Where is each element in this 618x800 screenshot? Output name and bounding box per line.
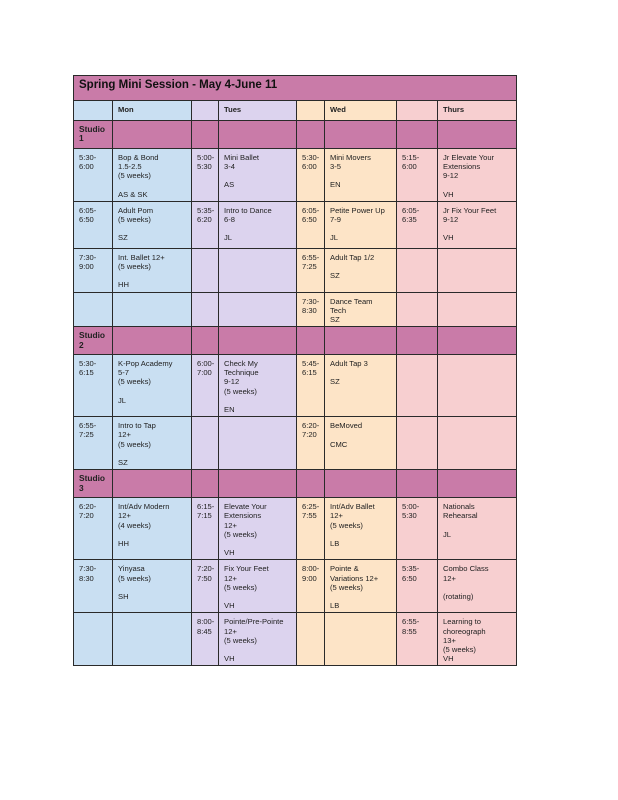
time-cell-mon: 5:30- 6:00	[74, 148, 113, 201]
studio-band-cell	[325, 121, 397, 149]
class-cell-tue: Mini Ballet 3-4 AS	[219, 148, 297, 201]
studio-band-cell	[297, 121, 325, 149]
class-cell-mon: Bop & Bond 1.5-2.5 (5 weeks) AS & SK	[113, 148, 192, 201]
time-cell-wed: 6:05- 6:50	[297, 201, 325, 248]
class-cell-tue	[219, 417, 297, 470]
title-row	[74, 76, 517, 101]
class-cell-thu	[438, 417, 517, 470]
header-time-tue	[192, 101, 219, 121]
studio-band-cell	[113, 327, 192, 355]
day-header-row	[74, 101, 517, 121]
header-tue: Tues	[219, 101, 297, 121]
class-cell-wed: Adult Tap 1/2 SZ	[325, 248, 397, 292]
time-cell-tue: 7:20- 7:50	[192, 560, 219, 613]
class-cell-tue: Intro to Dance 6-8 JL	[219, 201, 297, 248]
class-cell-tue	[219, 248, 297, 292]
class-cell-wed: BeMoved CMC	[325, 417, 397, 470]
time-cell-thu	[397, 417, 438, 470]
time-cell-wed: 7:30- 8:30	[297, 292, 325, 327]
time-cell-mon: 6:05- 6:50	[74, 201, 113, 248]
time-cell-thu	[397, 248, 438, 292]
time-cell-thu: 5:00- 5:30	[397, 498, 438, 560]
time-cell-thu	[397, 355, 438, 417]
studio-band-cell	[438, 327, 517, 355]
studio-band-cell	[438, 121, 517, 149]
class-cell-mon: Int. Ballet 12+ (5 weeks) HH	[113, 248, 192, 292]
class-cell-mon: Intro to Tap 12+ (5 weeks) SZ	[113, 417, 192, 470]
studio-band-cell	[219, 327, 297, 355]
header-time-mon	[74, 101, 113, 121]
class-cell-thu: Combo Class 12+ (rotating)	[438, 560, 517, 613]
studio-band-cell	[325, 470, 397, 498]
studio-band-cell	[219, 470, 297, 498]
class-cell-thu	[438, 355, 517, 417]
class-row	[74, 148, 517, 201]
studio-band-cell	[192, 327, 219, 355]
time-cell-tue: 5:35- 6:20	[192, 201, 219, 248]
time-cell-thu: 5:35- 6:50	[397, 560, 438, 613]
class-cell-mon: Int/Adv Modern 12+ (4 weeks) HH	[113, 498, 192, 560]
class-cell-thu: Nationals Rehearsal JL	[438, 498, 517, 560]
time-cell-thu: 6:05- 6:35	[397, 201, 438, 248]
time-cell-wed	[297, 613, 325, 666]
class-cell-tue: Fix Your Feet 12+ (5 weeks) VH	[219, 560, 297, 613]
time-cell-mon: 7:30- 8:30	[74, 560, 113, 613]
time-cell-wed: 5:30- 6:00	[297, 148, 325, 201]
class-row	[74, 355, 517, 417]
studio-band-row	[74, 327, 517, 355]
class-cell-wed: Adult Tap 3 SZ	[325, 355, 397, 417]
class-row	[74, 498, 517, 560]
class-cell-thu: Jr Elevate Your Extensions 9-12 VH	[438, 148, 517, 201]
class-cell-thu	[438, 248, 517, 292]
class-cell-tue	[219, 292, 297, 327]
header-time-wed	[297, 101, 325, 121]
class-row	[74, 248, 517, 292]
time-cell-thu	[397, 292, 438, 327]
time-cell-mon: 5:30- 6:15	[74, 355, 113, 417]
studio-band-cell	[192, 121, 219, 149]
class-cell-wed: Int/Adv Ballet 12+ (5 weeks) LB	[325, 498, 397, 560]
class-row	[74, 292, 517, 327]
class-cell-wed: Pointe & Variations 12+ (5 weeks) LB	[325, 560, 397, 613]
class-cell-tue: Pointe/Pre-Pointe 12+ (5 weeks) VH	[219, 613, 297, 666]
class-cell-mon: Yinyasa (5 weeks) SH	[113, 560, 192, 613]
studio-band-cell	[397, 470, 438, 498]
class-cell-wed: Mini Movers 3-5 EN	[325, 148, 397, 201]
time-cell-wed: 5:45- 6:15	[297, 355, 325, 417]
time-cell-tue	[192, 417, 219, 470]
class-row	[74, 560, 517, 613]
studio-band-cell	[438, 470, 517, 498]
class-cell-tue: Check My Technique 9-12 (5 weeks) EN	[219, 355, 297, 417]
class-cell-thu: Jr Fix Your Feet 9-12 VH	[438, 201, 517, 248]
time-cell-wed: 6:20- 7:20	[297, 417, 325, 470]
time-cell-mon: 6:55- 7:25	[74, 417, 113, 470]
studio-label: Studio 2	[74, 327, 113, 355]
class-cell-wed	[325, 613, 397, 666]
time-cell-tue: 6:15- 7:15	[192, 498, 219, 560]
class-row	[74, 417, 517, 470]
studio-band-cell	[297, 470, 325, 498]
studio-band-cell	[397, 121, 438, 149]
time-cell-wed: 6:55- 7:25	[297, 248, 325, 292]
time-cell-mon	[74, 292, 113, 327]
header-mon: Mon	[113, 101, 192, 121]
class-cell-mon	[113, 292, 192, 327]
time-cell-tue: 8:00- 8:45	[192, 613, 219, 666]
studio-band-cell	[219, 121, 297, 149]
time-cell-tue	[192, 292, 219, 327]
studio-label: Studio 3	[74, 470, 113, 498]
header-wed: Wed	[325, 101, 397, 121]
time-cell-thu: 5:15- 6:00	[397, 148, 438, 201]
studio-band-cell	[113, 470, 192, 498]
studio-band-row	[74, 121, 517, 149]
class-cell-wed: Dance Team Tech SZ	[325, 292, 397, 327]
header-thu: Thurs	[438, 101, 517, 121]
class-cell-tue: Elevate Your Extensions 12+ (5 weeks) VH	[219, 498, 297, 560]
studio-band-cell	[325, 327, 397, 355]
studio-band-cell	[297, 327, 325, 355]
schedule-title: Spring Mini Session - May 4-June 11	[74, 76, 517, 101]
time-cell-mon: 6:20- 7:20	[74, 498, 113, 560]
time-cell-wed: 8:00- 9:00	[297, 560, 325, 613]
time-cell-wed: 6:25- 7:55	[297, 498, 325, 560]
time-cell-tue	[192, 248, 219, 292]
time-cell-thu: 6:55- 8:55	[397, 613, 438, 666]
header-time-thu	[397, 101, 438, 121]
class-cell-mon: Adult Pom (5 weeks) SZ	[113, 201, 192, 248]
schedule-body	[74, 76, 517, 666]
schedule-table	[73, 75, 517, 666]
class-cell-mon: K-Pop Academy 5-7 (5 weeks) JL	[113, 355, 192, 417]
class-cell-thu	[438, 292, 517, 327]
time-cell-mon	[74, 613, 113, 666]
studio-band-row	[74, 470, 517, 498]
time-cell-tue: 6:00- 7:00	[192, 355, 219, 417]
time-cell-tue: 5:00- 5:30	[192, 148, 219, 201]
studio-band-cell	[192, 470, 219, 498]
time-cell-mon: 7:30- 9:00	[74, 248, 113, 292]
studio-band-cell	[113, 121, 192, 149]
class-cell-wed: Petite Power Up 7-9 JL	[325, 201, 397, 248]
class-row	[74, 613, 517, 666]
class-row	[74, 201, 517, 248]
studio-band-cell	[397, 327, 438, 355]
class-cell-mon	[113, 613, 192, 666]
class-cell-thu: Learning to choreograph 13+ (5 weeks) VH	[438, 613, 517, 666]
studio-label: Studio 1	[74, 121, 113, 149]
